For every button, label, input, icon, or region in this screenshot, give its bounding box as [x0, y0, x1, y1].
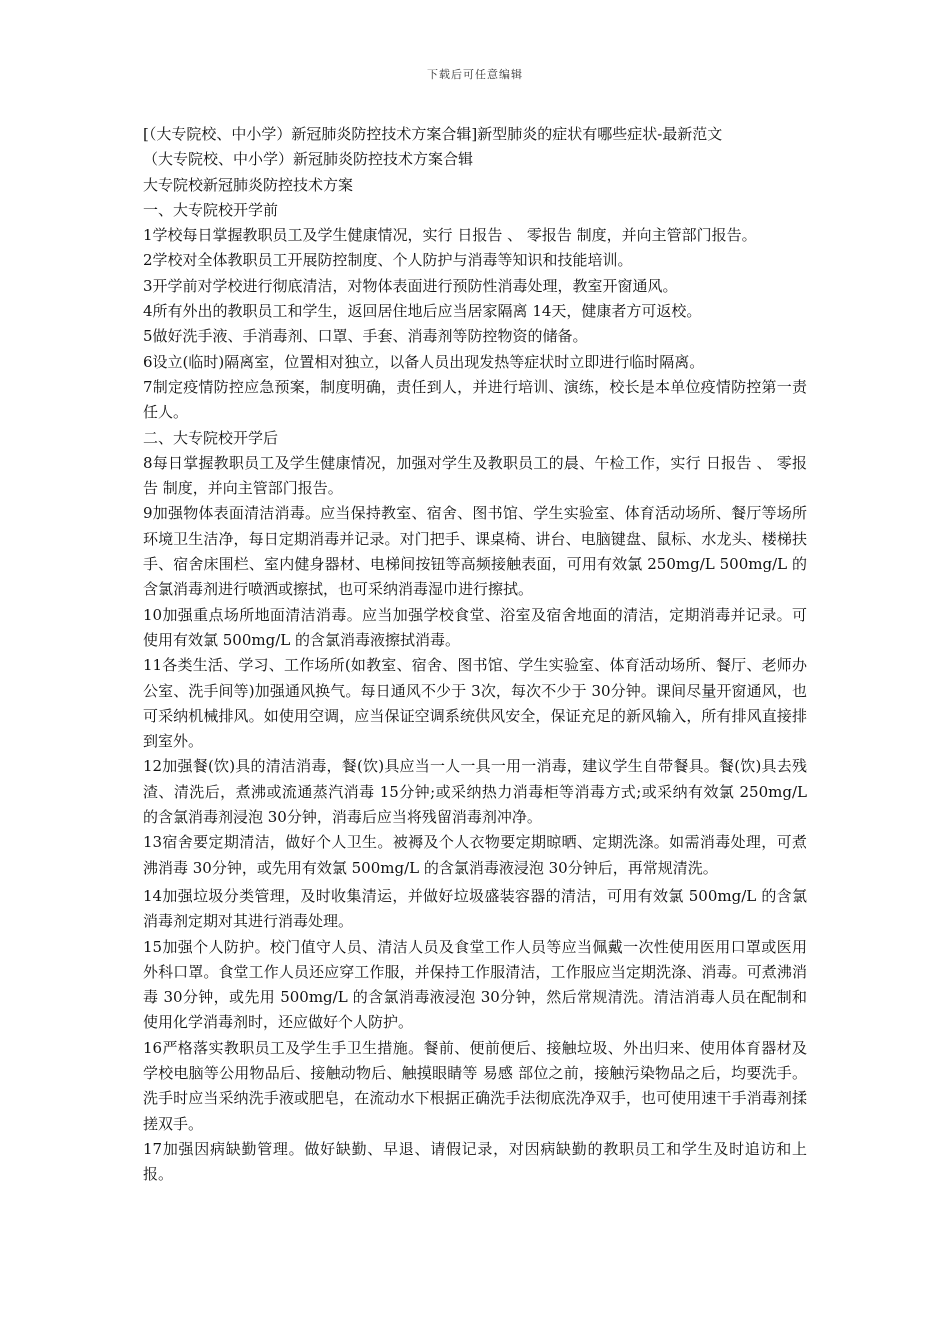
paragraph-item-11: 11各类生活、学习、工作场所(如教室、宿舍、图书馆、学生实验室、体育活动场所、餐厅、老师办公室、洗手间等)加强通风换气。每日通风不少于 3次，每次不少于 30分钟。课间尽量开窗通风，也可采纳机械排风。如使用空调，应当保证空调系统供风安全，保证充足的新风输入，所有排风直接排到室外。 — [143, 656, 807, 751]
paragraph-item-12: 12加强餐(饮)具的清洁消毒，餐(饮)具应当一人一具一用一消毒，建议学生自带餐具。餐(饮)具去残渣、清洗后，煮沸或流通蒸汽消毒 15分钟;或采纳热力消毒柜等消毒方式;或采纳有效氯 250mg/L 的含氯消毒剂浸泡 30分钟，消毒后应当将残留消毒剂冲净。 — [143, 757, 807, 827]
paragraph-item-10: 10加强重点场所地面清洁消毒。应当加强学校食堂、浴室及宿舍地面的清洁，定期消毒并记录。可使用有效氯 500mg/L 的含氯消毒液擦拭消毒。 — [143, 605, 807, 649]
paragraph-item-1: 1学校每日掌握教职员工及学生健康情况，实行 日报告 、 零报告 制度，并向主管部门报告。 — [143, 226, 757, 245]
paragraph-item-16: 16严格落实教职员工及学生手卫生措施。餐前、便前便后、接触垃圾、外出归来、使用体育器材及学校电脑等公用物品后、接触动物后、触摸眼睛等 易感 部位之前，接触污染物品之后，均要洗手。洗手时应当采纳洗手液或肥皂，在流动水下根据正确洗手法彻底洗净双手，也可使用速干手消毒剂揉搓双手。 — [143, 1038, 807, 1133]
paragraph-item-4: 4所有外出的教职员工和学生，返回居住地后应当居家隔离 14天，健康者方可返校。 — [143, 302, 702, 321]
paragraph-item-3: 3开学前对学校进行彻底清洁，对物体表面进行预防性消毒处理，教室开窗通风。 — [143, 276, 678, 295]
paragraph-item-14: 14加强垃圾分类管理，及时收集清运，并做好垃圾盛装容器的清洁，可用有效氯 500mg/L 的含氯消毒剂定期对其进行消毒处理。 — [143, 886, 807, 931]
paragraph-item-17: 17加强因病缺勤管理。做好缺勤、早退、请假记录，对因病缺勤的教职员工和学生及时追访和上报。 — [143, 1139, 807, 1184]
part2-heading: 二、大专院校开学后 — [143, 428, 279, 447]
document-title-line: [（大专院校、中小学）新冠肺炎防控技术方案合辑]新型肺炎的症状有哪些症状-最新范文 — [143, 125, 723, 143]
section-title: 大专院校新冠肺炎防控技术方案 — [143, 175, 354, 194]
paragraph-item-8: 8每日掌握教职员工及学生健康情况，加强对学生及教职员工的晨、午检工作，实行 日报告 、 零报告 制度，并向主管部门报告。 — [143, 453, 807, 498]
paragraph-item-7: 7制定疫情防控应急预案，制度明确，责任到人，并进行培训、演练，校长是本单位疫情防控第一责任人。 — [143, 377, 807, 422]
document-body — [143, 122, 807, 1187]
paragraph-item-2: 2学校对全体教职员工开展防控制度、个人防护与消毒等知识和技能培训。 — [143, 251, 633, 270]
paragraph-item-5: 5做好洗手液、手消毒剂、口罩、手套、消毒剂等防控物资的储备。 — [143, 327, 588, 346]
paragraph-item-6: 6设立(临时)隔离室，位置相对独立，以备人员出现发热等症状时立即进行临时隔离。 — [143, 352, 705, 371]
part1-heading: 一、大专院校开学前 — [143, 200, 279, 219]
paragraph-item-15: 15加强个人防护。校门值守人员、清洁人员及食堂工作人员等应当佩戴一次性使用医用口罩或医用外科口罩。食堂工作人员还应穿工作服，并保持工作服清洁，工作服应当定期洗涤、消毒。可煮沸消毒 30分钟，或先用 500mg/L 的含氯消毒液浸泡 30分钟，然后常规清洗。清洁消毒人员在配制和使用化学消毒剂时，还应做好个人防护。 — [143, 937, 807, 1032]
document-subtitle-line: （大专院校、中小学）新冠肺炎防控技术方案合辑 — [143, 150, 474, 169]
page-header-note: 下载后可任意编辑 — [427, 68, 523, 81]
paragraph-item-9: 9加强物体表面清洁消毒。应当保持教室、宿舍、图书馆、学生实验室、体育活动场所、餐厅等场所环境卫生洁净，每日定期消毒并记录。对门把手、课桌椅、讲台、电脑键盘、鼠标、水龙头、楼梯扶手、宿舍床围栏、室内健身器材、电梯间按钮等高频接触表面，可用有效氯 250mg/L 500mg/L 的含氯消毒剂进行喷洒或擦拭，也可采纳消毒湿巾进行擦拭。 — [143, 504, 807, 599]
paragraph-item-13: 13宿舍要定期清洁，做好个人卫生。被褥及个人衣物要定期晾晒、定期洗涤。如需消毒处理，可煮沸消毒 30分钟，或先用有效氯 500mg/L 的含氯消毒液浸泡 30分钟后，再常规清洗。 — [143, 833, 807, 877]
